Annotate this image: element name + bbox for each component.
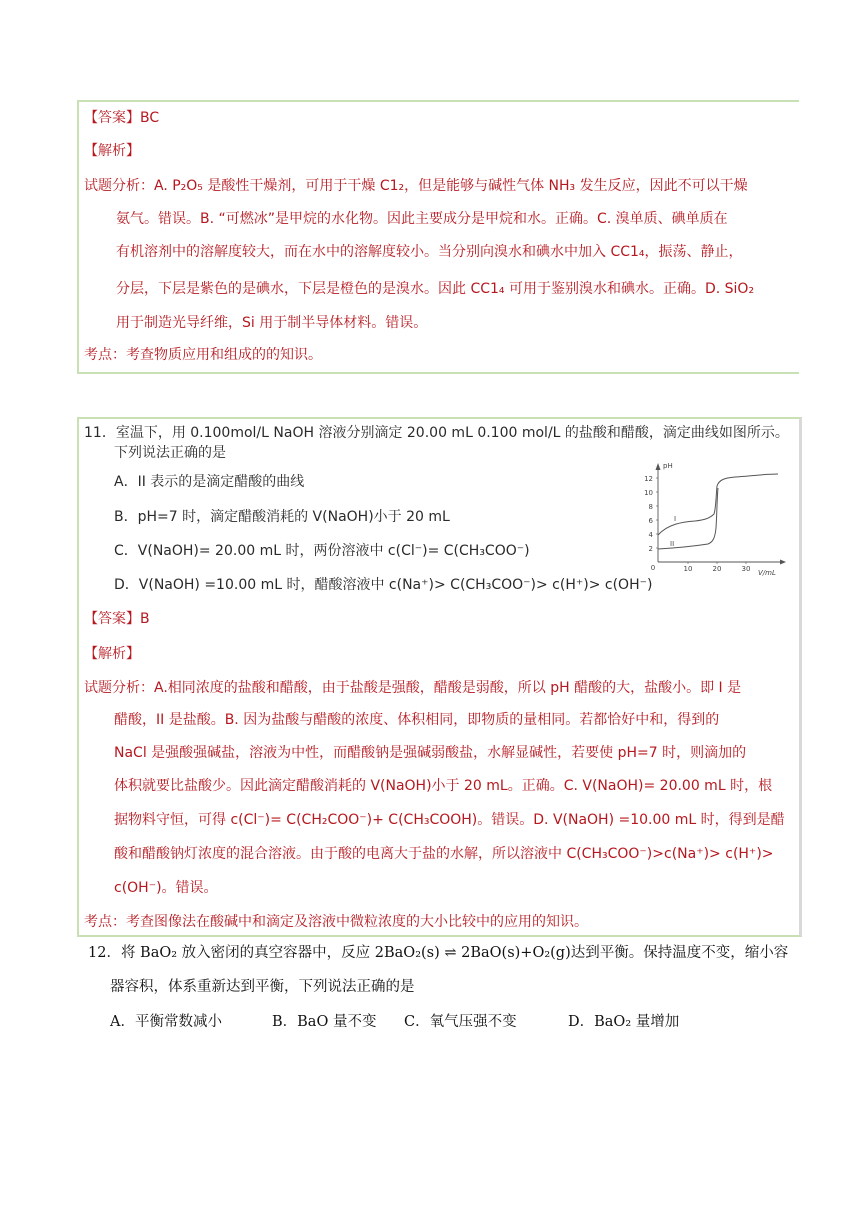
q11-stem-line-1: 11．室温下，用 0.100mol/L NaOH 溶液分别滴定 20.00 mL 0.100 mol/L 的盐酸和醋酸，滴定曲线如图所示。 xyxy=(84,425,789,441)
q11-analysis-line-6: 酸和醋酸钠灯浓度的混合溶液。由于酸的电离大于盐的水解，所以溶液中 C(CH₃COO⁻)>c(Na⁺)> c(H⁺)> xyxy=(114,846,774,862)
y-axis-arrow xyxy=(656,463,661,470)
q10-analysis-label: 【解析】 xyxy=(84,143,140,159)
q11-option-c: C．V(NaOH)= 20.00 mL 时，两份溶液中 c(Cl⁻)= C(CH₃COO⁻) xyxy=(114,543,530,559)
y-tick-2: 2 xyxy=(648,545,653,553)
q11-kaodian: 考点：考查图像法在酸碱中和滴定及溶液中微粒浓度的大小比较中的应用的知识。 xyxy=(84,914,588,930)
q12-option-a: A．平衡常数减小 xyxy=(110,1014,222,1030)
y-tick-6: 6 xyxy=(648,517,653,525)
q12-stem-line-1: 12．将 BaO₂ 放入密闭的真空容器中，反应 2BaO₂(s) ⇌ 2BaO(s)+O₂(g)达到平衡。保持温度不变，缩小容 xyxy=(88,945,789,961)
x-tick-20: 20 xyxy=(712,565,722,573)
q11-analysis-line-2: 醋酸，II 是盐酸。B. 因为盐酸与醋酸的浓度、体积相同，即物质的量相同。若都恰好中和，得到的 xyxy=(114,712,720,728)
q10-analysis-line-5: 用于制造光导纤维，Si 用于制半导体材料。错误。 xyxy=(116,315,428,331)
y-axis-label: pH xyxy=(663,462,673,470)
x-tick-30: 30 xyxy=(741,565,751,573)
curve-ii-label: II xyxy=(670,540,675,548)
q12-stem-line-2: 器容积，体系重新达到平衡，下列说法正确的是 xyxy=(110,979,415,995)
q11-analysis-line-3: NaCl 是强酸强碱盐，溶液为中性，而醋酸钠是强碱弱酸盐，水解显碱性，若要使 pH=7 时，则滴加的 xyxy=(114,745,747,761)
y-tick-8: 8 xyxy=(648,503,653,511)
x-tick-0: 0 xyxy=(650,564,656,572)
y-tick-10: 10 xyxy=(644,489,653,497)
q11-analysis-line-7: c(OH⁻)。错误。 xyxy=(114,880,218,896)
q11-option-a: A．II 表示的是滴定醋酸的曲线 xyxy=(114,474,305,490)
q10-analysis-line-1: 试题分析：A. P₂O₅ 是酸性干燥剂，可用于干燥 C1₂，但是能够与碱性气体 NH₃ 发生反应，因此不可以干燥 xyxy=(84,178,748,194)
q12-option-b: B．BaO 量不变 xyxy=(272,1014,377,1030)
y-tick-4: 4 xyxy=(648,531,653,539)
q11-option-d: D．V(NaOH) =10.00 mL 时，醋酸溶液中 c(Na⁺)> C(CH₃COO⁻)> c(H⁺)> c(OH⁻) xyxy=(114,577,653,593)
curve-ii-hydrochloric-acid xyxy=(658,488,718,549)
y-tick-12: 12 xyxy=(644,475,653,483)
q11-analysis-line-1: 试题分析：A.相同浓度的盐酸和醋酸，由于盐酸是强酸，醋酸是弱酸，所以 pH 醋酸的大，盐酸小。即 I 是 xyxy=(84,680,742,696)
x-tick-10: 10 xyxy=(683,565,693,573)
curve-i-acetic-acid xyxy=(658,474,778,535)
x-axis-arrow xyxy=(780,560,786,565)
q10-analysis-line-2: 氨气。错误。B. “可燃冰”是甲烷的水化物。因此主要成分是甲烷和水。正确。C. 溴单质、碘单质在 xyxy=(116,211,728,227)
q10-answer: 【答案】BC xyxy=(84,110,160,126)
titration-curve-graph xyxy=(640,458,790,576)
x-axis-label: V/mL xyxy=(758,569,776,576)
q11-analysis-line-4: 体积就要比盐酸少。因此滴定醋酸消耗的 V(NaOH)小于 20 mL。正确。C. V(NaOH)= 20.00 mL 时，根 xyxy=(114,778,773,794)
q10-kaodian: 考点：考查物质应用和组成的的知识。 xyxy=(84,347,322,363)
q11-answer: 【答案】B xyxy=(84,611,150,627)
q10-analysis-line-3: 有机溶剂中的溶解度较大，而在水中的溶解度较小。当分别向溴水和碘水中加入 CC1₄，振荡、静止， xyxy=(116,244,743,260)
curve-i-label: I xyxy=(674,515,677,523)
q12-option-c: C．氧气压强不变 xyxy=(404,1014,517,1030)
q11-analysis-label: 【解析】 xyxy=(84,646,140,662)
q10-analysis-line-4: 分层，下层是紫色的是碘水，下层是橙色的是溴水。因此 CC1₄ 可用于鉴别溴水和碘水。正确。D. SiO₂ xyxy=(116,281,755,297)
q12-option-d: D．BaO₂ 量增加 xyxy=(568,1014,680,1030)
q11-option-b: B．pH=7 时，滴定醋酸消耗的 V(NaOH)小于 20 mL xyxy=(114,509,450,525)
q11-analysis-line-5: 据物料守恒，可得 c(Cl⁻)= C(CH₂COO⁻)+ C(CH₃COOH)。错误。D. V(NaOH) =10.00 mL 时，得到是醋 xyxy=(114,812,785,828)
q11-stem-line-2: 下列说法正确的是 xyxy=(114,445,226,461)
